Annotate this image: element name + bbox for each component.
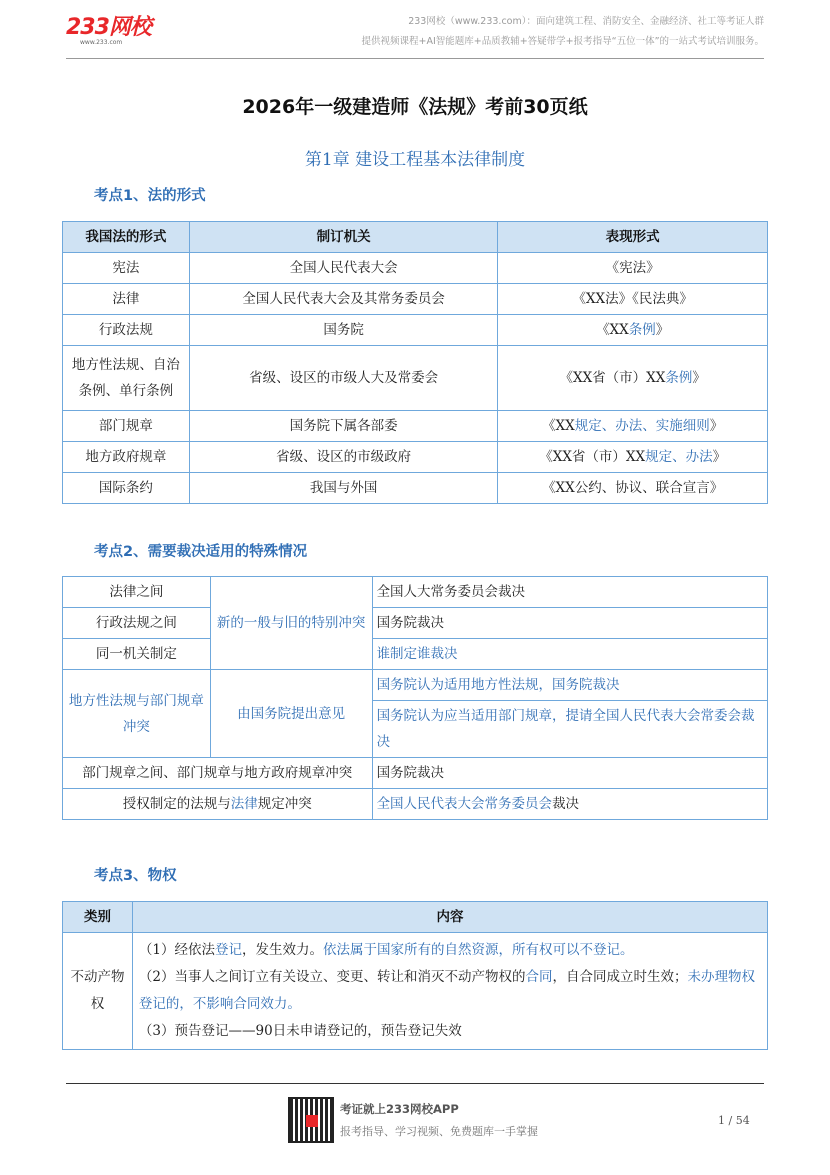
situation-cell: 授权制定的法规与法律规定冲突 [63, 789, 373, 820]
situation-cell: 部门规章之间、部门规章与地方政府规章冲突 [63, 758, 373, 789]
col-header-expression: 表现形式 [498, 222, 768, 253]
logo-text: 233网校 [66, 15, 151, 40]
header-divider [66, 58, 764, 59]
organ-cell: 国务院 [189, 315, 498, 346]
resolution-cell: 国务院认为应当适用部门规章，提请全国人民代表大会常委会裁决 [372, 701, 767, 758]
expression-cell: 《XX条例》 [498, 315, 768, 346]
footer-slogan: 报考指导、学习视频、免费题库一手掌握 [340, 1125, 538, 1138]
table-row [63, 346, 768, 411]
resolution-cell: 全国人大常务委员会裁决 [372, 577, 767, 608]
expression-cell: 《XX省（市）XX规定、办法》 [498, 442, 768, 473]
table-row [63, 315, 768, 346]
table-row [63, 577, 768, 608]
kp3-heading: 考点3、物权 [94, 868, 177, 884]
resolution-cell: 国务院裁决 [372, 758, 767, 789]
resolution-cell: 国务院裁决 [372, 608, 767, 639]
form-cell: 部门规章 [63, 411, 190, 442]
kp2-heading: 考点2、需要裁决适用的特殊情况 [94, 544, 308, 560]
table-row [63, 608, 768, 639]
organ-cell: 全国人民代表大会 [189, 253, 498, 284]
kp1-heading: 考点1、法的形式 [94, 188, 206, 204]
col-header-form: 我国法的形式 [63, 222, 190, 253]
content-line-1: （1）经依法登记，发生效力。依法属于国家所有的自然资源，所有权可以不登记。 [138, 942, 634, 958]
page-header [66, 8, 764, 58]
situation-cell: 地方性法规与部门规章冲突 [63, 670, 211, 758]
table-row [63, 442, 768, 473]
organ-cell: 国务院下属各部委 [189, 411, 498, 442]
form-cell: 地方性法规、自治条例、单行条例 [63, 346, 190, 411]
col-header-category: 类别 [63, 902, 133, 933]
property-rights-table [62, 901, 768, 1050]
header-line-1: 233网校（www.233.com）：面向建筑工程、消防安全、金融经济、社工等考证人群 [408, 16, 764, 27]
form-cell: 法律 [63, 284, 190, 315]
document-title: 2026年一级建造师《法规》考前30页纸 [242, 96, 588, 118]
form-cell: 地方政府规章 [63, 442, 190, 473]
header-line-2: 提供视频课程+AI智能题库+品质教辅+答疑带学+报考指导“五位一体”的一站式考试培训服务。 [361, 36, 764, 47]
col-header-organ: 制订机关 [189, 222, 498, 253]
qr-code-icon [288, 1097, 334, 1143]
table-row [63, 670, 768, 701]
expression-cell: 《XX公约、协议、联合宣言》 [498, 473, 768, 504]
table-row [63, 758, 768, 789]
table-row [63, 411, 768, 442]
conflict-cell: 由国务院提出意见 [210, 670, 372, 758]
footer-app-text: 考证就上233网校APP [340, 1102, 459, 1116]
content-line-2: （2）当事人之间订立有关设立、变更、转让和消灭不动产物权的合同，自合同成立时生效；未办理物权登记的，不影响合同效力。 [138, 969, 756, 1012]
organ-cell: 省级、设区的市级政府 [189, 442, 498, 473]
header-intro [362, 12, 765, 52]
form-cell: 行政法规 [63, 315, 190, 346]
law-forms-table [62, 221, 768, 504]
situation-cell: 法律之间 [63, 577, 211, 608]
organ-cell: 省级、设区的市级人大及常委会 [189, 346, 498, 411]
table-row [63, 639, 768, 670]
content-line-3: （3）预告登记——90日未申请登记的，预告登记失效 [138, 1023, 462, 1039]
resolution-cell: 全国人民代表大会常务委员会裁决 [372, 789, 767, 820]
resolution-cell: 谁制定谁裁决 [372, 639, 767, 670]
form-cell: 国际条约 [63, 473, 190, 504]
expression-cell: 《XX法》《民法典》 [498, 284, 768, 315]
expression-cell: 《宪法》 [498, 253, 768, 284]
logo-url: www.233.com [80, 39, 123, 46]
page-number: 1 / 54 [718, 1114, 750, 1127]
table-row [63, 473, 768, 504]
content-cell [132, 933, 767, 1050]
category-cell: 不动产物权 [63, 933, 133, 1050]
table-header-row [63, 902, 768, 933]
brand-logo [66, 10, 151, 46]
organ-cell: 全国人民代表大会及其常务委员会 [189, 284, 498, 315]
table-row [63, 284, 768, 315]
situation-cell: 行政法规之间 [63, 608, 211, 639]
situation-cell: 同一机关制定 [63, 639, 211, 670]
chapter-title: 第1章 建设工程基本法律制度 [304, 150, 526, 170]
form-cell: 宪法 [63, 253, 190, 284]
resolution-cell: 国务院认为适用地方性法规，国务院裁决 [372, 670, 767, 701]
table-header-row [63, 222, 768, 253]
table-row [63, 933, 768, 1050]
organ-cell: 我国与外国 [189, 473, 498, 504]
conflict-cell: 新的一般与旧的特别冲突 [210, 577, 372, 670]
col-header-content: 内容 [132, 902, 767, 933]
expression-cell: 《XX省（市）XX条例》 [498, 346, 768, 411]
table-row [63, 253, 768, 284]
table-row [63, 789, 768, 820]
adjudication-table [62, 576, 768, 820]
expression-cell: 《XX规定、办法、实施细则》 [498, 411, 768, 442]
footer-divider [66, 1083, 764, 1084]
